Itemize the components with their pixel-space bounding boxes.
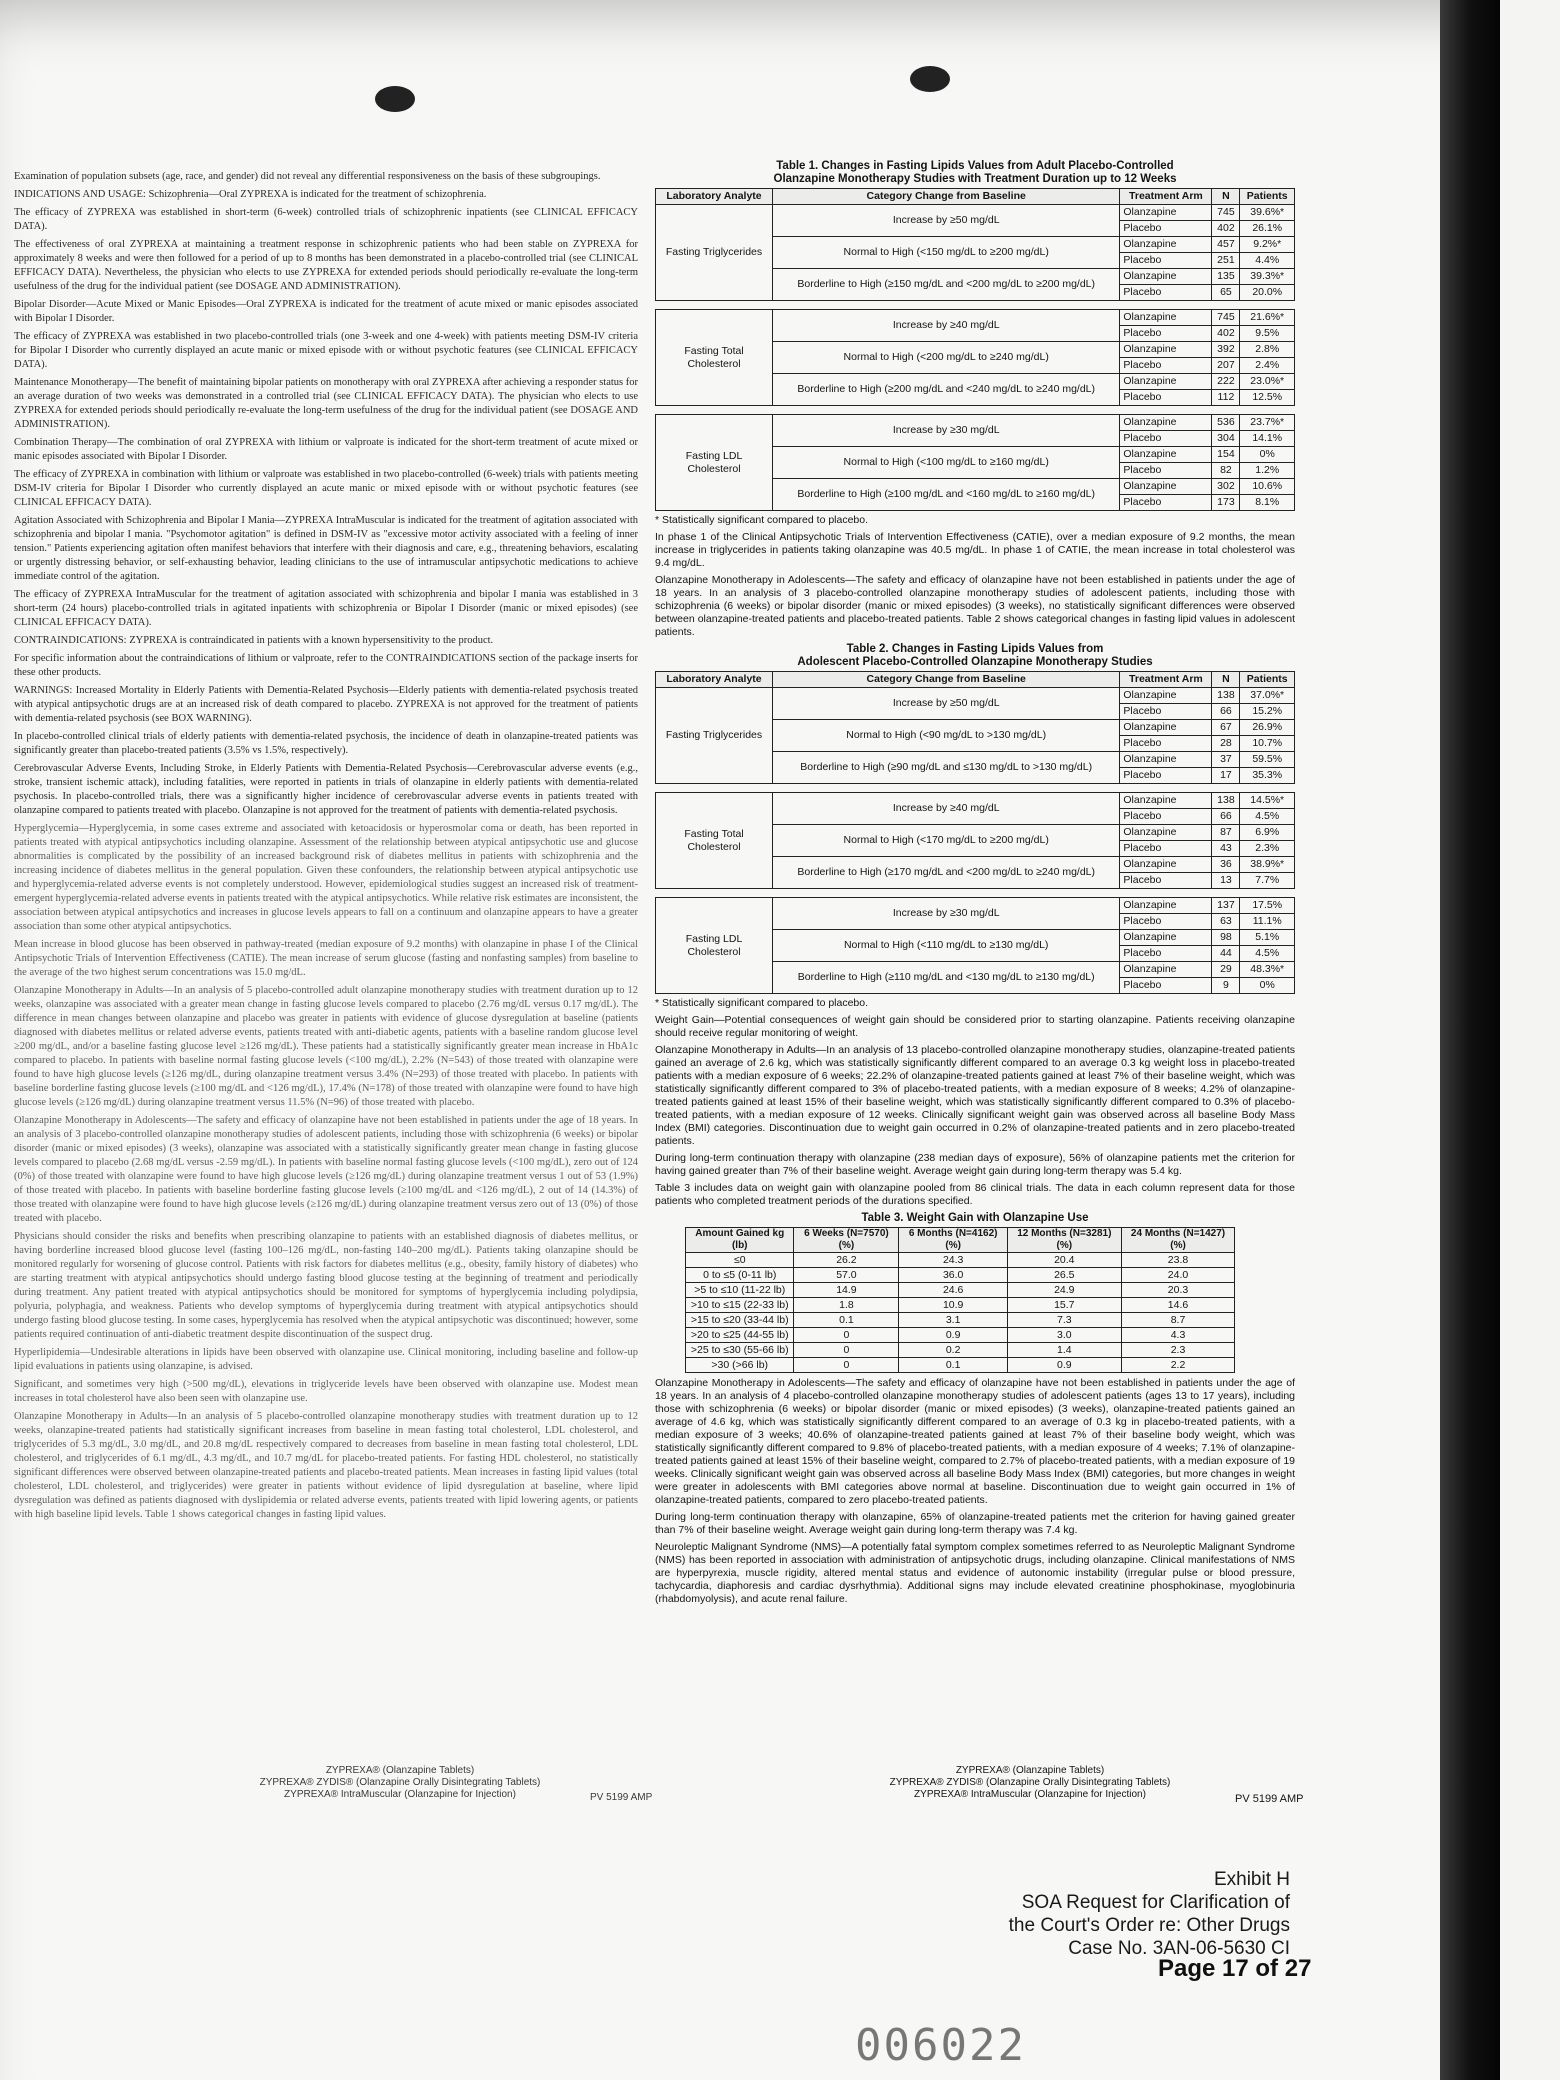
- body-paragraph: The effectiveness of oral ZYPREXA at maintaining a treatment response in schizophrenic patients who had been stable on ZYPREXA for approximately 8 weeks and were then followed for a period of up to 8 months has been demonstrated in a placebo-controlled trial (see CLINICAL EFFICACY DATA). Nevertheless, the physician who elects to use ZYPREXA for extended periods should periodically re-evaluate the long-term usefulness of the drug for the individual patient (see DOSAGE AND ADMINISTRATION).: [14, 239, 638, 292]
- treatment-arm-cell: Olanzapine: [1120, 825, 1212, 841]
- n-cell: 98: [1212, 930, 1240, 946]
- n-cell: 402: [1212, 221, 1240, 237]
- treatment-arm-cell: Olanzapine: [1120, 237, 1212, 253]
- treatment-arm-cell: Olanzapine: [1120, 688, 1212, 704]
- treatment-arm-cell: Olanzapine: [1120, 269, 1212, 285]
- scan-edge: [1440, 0, 1500, 2080]
- table-row: [656, 898, 1295, 914]
- punch-hole: [910, 66, 950, 92]
- treatment-arm-cell: Placebo: [1120, 431, 1212, 447]
- treatment-arm-cell: Olanzapine: [1120, 962, 1212, 978]
- exhibit-label: Exhibit H: [1213, 1869, 1290, 1890]
- treatment-arm-cell: Olanzapine: [1120, 720, 1212, 736]
- percent-cell: 36.0: [899, 1268, 1008, 1283]
- column-header: Treatment Arm: [1120, 672, 1212, 688]
- n-cell: 37: [1212, 752, 1240, 768]
- n-cell: 304: [1212, 431, 1240, 447]
- patients-pct-cell: 26.1%: [1240, 221, 1295, 237]
- patients-pct-cell: 17.5%: [1240, 898, 1295, 914]
- category-cell: Borderline to High (≥100 mg/dL and <160 mg/dL to ≥160 mg/dL): [773, 479, 1120, 511]
- n-cell: 745: [1212, 205, 1240, 221]
- bates-number: 006022: [855, 2020, 1026, 2071]
- table-header-row: [656, 672, 1295, 688]
- table2-title-line: Table 2. Changes in Fasting Lipids Values from: [846, 643, 1104, 655]
- column-header: N: [1212, 672, 1240, 688]
- percent-cell: 1.8: [794, 1298, 899, 1313]
- patients-pct-cell: 4.5%: [1240, 946, 1295, 962]
- patients-pct-cell: 23.7%*: [1240, 415, 1295, 431]
- category-cell: Increase by ≥50 mg/dL: [773, 688, 1120, 720]
- body-paragraph: Olanzapine Monotherapy in Adolescents—The safety and efficacy of olanzapine have not been established in patients under the age of 18 years. In an analysis of 3 placebo-controlled olanzapine monotherapy studies of adolescent patients, including those with schizophrenia (6 weeks) or bipolar disorder (manic or mixed episodes) (3 weeks), no statistically significant differences were observed between olanzapine-treated patients and placebo-treated patients. Table 2 shows categorical changes in fasting lipid values in adolescent patients.: [655, 574, 1295, 638]
- table1-title-line: Olanzapine Monotherapy Studies with Treatment Duration up to 12 Weeks: [773, 173, 1177, 185]
- left-footer: [250, 1765, 550, 1801]
- patients-pct-cell: 35.3%: [1240, 768, 1295, 784]
- category-cell: Borderline to High (≥110 mg/dL and <130 mg/dL to ≥130 mg/dL): [773, 962, 1120, 994]
- category-cell: Normal to High (<170 mg/dL to ≥200 mg/dL): [773, 825, 1120, 857]
- n-cell: 137: [1212, 898, 1240, 914]
- percent-cell: 0.9: [899, 1328, 1008, 1343]
- weight-range-cell: >25 to ≤30 (55-66 lb): [686, 1343, 794, 1358]
- body-paragraph: For specific information about the contraindications of lithium or valproate, refer to the CONTRAINDICATIONS section of the package inserts for these other products.: [14, 653, 638, 678]
- weight-range-cell: 0 to ≤5 (0-11 lb): [686, 1268, 794, 1283]
- table1-title: [655, 160, 1295, 186]
- punch-hole: [375, 86, 415, 112]
- percent-cell: 0.1: [794, 1313, 899, 1328]
- group-separator: [656, 406, 1295, 415]
- column-header: 6 Weeks (N=7570) (%): [794, 1228, 899, 1253]
- treatment-arm-cell: Placebo: [1120, 390, 1212, 406]
- n-cell: 65: [1212, 285, 1240, 301]
- column-header: 12 Months (N=3281) (%): [1007, 1228, 1121, 1253]
- body-paragraph: INDICATIONS AND USAGE: Schizophrenia—Oral ZYPREXA is indicated for the treatment of schizophrenia.: [14, 189, 487, 200]
- category-cell: Increase by ≥40 mg/dL: [773, 793, 1120, 825]
- footer-line: ZYPREXA® IntraMuscular (Olanzapine for Injection): [914, 1789, 1146, 1800]
- n-cell: 251: [1212, 253, 1240, 269]
- body-paragraph: Olanzapine Monotherapy in Adults—In an analysis of 5 placebo-controlled olanzapine monotherapy studies with treatment duration up to 12 weeks, olanzapine-treated patients had statistically significant increases from baseline in mean fasting total cholesterol, LDL cholesterol, and triglycerides of 5.3 mg/dL, 3.0 mg/dL, and 20.8 mg/dL respectively compared to decreases from baseline in mean fasting total cholesterol, LDL cholesterol, and triglycerides of 6.1 mg/dL, 4.3 mg/dL, and 10.7 mg/dL for placebo-treated patients. For fasting HDL cholesterol, no statistically significant differences were observed between olanzapine-treated patients and placebo-treated patients. Mean increases in fasting lipid values (total cholesterol, LDL cholesterol, and triglycerides) were greater in patients without evidence of lipid dysregulation at baseline, where lipid dysregulation was defined as patients diagnosed with dyslipidemia or related adverse events, patients treated with lipid lowering agents, or patients with high baseline lipid levels. Table 1 shows categorical changes in fasting lipid values.: [14, 1411, 638, 1520]
- treatment-arm-cell: Olanzapine: [1120, 342, 1212, 358]
- column-header: 6 Months (N=4162) (%): [899, 1228, 1008, 1253]
- separator-cell: [656, 406, 1295, 415]
- n-cell: 9: [1212, 978, 1240, 994]
- table-row: [686, 1358, 1235, 1373]
- percent-cell: 20.3: [1121, 1283, 1235, 1298]
- patients-pct-cell: 23.0%*: [1240, 374, 1295, 390]
- n-cell: 44: [1212, 946, 1240, 962]
- n-cell: 28: [1212, 736, 1240, 752]
- footer-line: ZYPREXA® (Olanzapine Tablets): [955, 1765, 1105, 1776]
- percent-cell: 7.3: [1007, 1313, 1121, 1328]
- patients-pct-cell: 38.9%*: [1240, 857, 1295, 873]
- body-paragraph: Maintenance Monotherapy—The benefit of maintaining bipolar patients on monotherapy with oral ZYPREXA after achieving a responder status for an average duration of two weeks was demonstrated in a controlled trial (see CLINICAL EFFICACY DATA). The physician who elects to use ZYPREXA for extended periods should periodically re-evaluate the long-term usefulness of the drug for the individual patient (see DOSAGE AND ADMINISTRATION).: [14, 377, 638, 430]
- body-paragraph: Olanzapine Monotherapy in Adolescents—The safety and efficacy of olanzapine have not been established in patients under the age of 18 years. In an analysis of 3 placebo-controlled olanzapine monotherapy studies of adolescent patients, including those with schizophrenia (6 weeks) or bipolar disorder (manic or mixed episodes) (3 weeks), olanzapine was associated with a statistically significantly greater mean change in fasting glucose levels compared to placebo (2.68 mg/dL versus -2.59 mg/dL). In patients with baseline normal fasting glucose levels (<100 mg/dL), zero out of 124 (0%) of those treated with olanzapine were found to have high glucose levels (≥126 mg/dL) during olanzapine treatment versus 1 out of 53 (1.9%) of those treated with placebo. In patients with baseline borderline fasting glucose levels (≥100 mg/dL and <126 mg/dL), 2 out of 14 (14.3%) of those treated with olanzapine were found to have high glucose levels (≥126 mg/dL) during olanzapine treatment versus zero out of 13 (0%) of those treated with placebo.: [14, 1115, 638, 1224]
- patients-pct-cell: 10.7%: [1240, 736, 1295, 752]
- analyte-cell: Fasting Triglycerides: [656, 688, 773, 784]
- body-paragraph: Olanzapine Monotherapy in Adolescents—The safety and efficacy of olanzapine have not been established in patients under the age of 18 years. In an analysis of 4 placebo-controlled olanzapine monotherapy studies of adolescent patients (ages 13 to 17 years), including those with schizophrenia (6 weeks) or bipolar disorder (manic or mixed episodes) (3 weeks), olanzapine-treated patients gained an average of 4.6 kg, which was statistically significantly different compared to an average of 0.3 kg in placebo-treated patients, with a median exposure of 3 weeks; 40.6% of olanzapine-treated patients gained at least 7% of their baseline body weight, which was statistically significantly different compared to 9.8% of placebo-treated patients, with a median exposure of 4 weeks; 7.1% of olanzapine-treated patients gained at least 15% of their baseline weight, compared to 2.7% of placebo-treated patients, with a median exposure of 19 weeks. Clinically significant weight gain was observed across all baseline Body Mass Index (BMI) categories, but more changes in weight were greater in adolescents with BMI categories above normal at baseline. Discontinuation due to weight gain occurred in 1% of olanzapine-treated patients, compared to zero placebo-treated patients.: [655, 1377, 1295, 1506]
- percent-cell: 14.6: [1121, 1298, 1235, 1313]
- patients-pct-cell: 9.2%*: [1240, 237, 1295, 253]
- patients-pct-cell: 2.4%: [1240, 358, 1295, 374]
- column-header: Laboratory Analyte: [656, 189, 773, 205]
- category-cell: Borderline to High (≥90 mg/dL and ≤130 mg/dL to >130 mg/dL): [773, 752, 1120, 784]
- analyte-cell: Fasting LDL Cholesterol: [656, 898, 773, 994]
- percent-cell: 10.9: [899, 1298, 1008, 1313]
- table1-title-line: Table 1. Changes in Fasting Lipids Values from Adult Placebo-Controlled: [776, 160, 1174, 172]
- category-cell: Normal to High (<150 mg/dL to ≥200 mg/dL): [773, 237, 1120, 269]
- patients-pct-cell: 37.0%*: [1240, 688, 1295, 704]
- n-cell: 67: [1212, 720, 1240, 736]
- body-paragraph: The efficacy of ZYPREXA was established in short-term (6-week) controlled trials of schizophrenic inpatients (see CLINICAL EFFICACY DATA).: [14, 207, 638, 232]
- column-header: Treatment Arm: [1120, 189, 1212, 205]
- patients-pct-cell: 48.3%*: [1240, 962, 1295, 978]
- n-cell: 112: [1212, 390, 1240, 406]
- n-cell: 17: [1212, 768, 1240, 784]
- group-separator: [656, 889, 1295, 898]
- table2-footnote: * Statistically significant compared to placebo.: [655, 997, 869, 1009]
- patients-pct-cell: 0%: [1240, 978, 1295, 994]
- table3-title: Table 3. Weight Gain with Olanzapine Use: [861, 1212, 1089, 1224]
- column-header: Patients: [1240, 189, 1295, 205]
- table2-title: [655, 643, 1295, 669]
- percent-cell: 2.3: [1121, 1343, 1235, 1358]
- percent-cell: 15.7: [1007, 1298, 1121, 1313]
- percent-cell: 24.6: [899, 1283, 1008, 1298]
- n-cell: 392: [1212, 342, 1240, 358]
- percent-cell: 23.8: [1121, 1253, 1235, 1268]
- treatment-arm-cell: Placebo: [1120, 221, 1212, 237]
- separator-cell: [656, 784, 1295, 793]
- treatment-arm-cell: Olanzapine: [1120, 898, 1212, 914]
- group-separator: [656, 784, 1295, 793]
- n-cell: 138: [1212, 688, 1240, 704]
- patients-pct-cell: 11.1%: [1240, 914, 1295, 930]
- table-row: [686, 1283, 1235, 1298]
- table-row: [656, 793, 1295, 809]
- category-cell: Normal to High (<90 mg/dL to >130 mg/dL): [773, 720, 1120, 752]
- exhibit-line: the Court's Order re: Other Drugs: [1008, 1915, 1290, 1936]
- n-cell: 29: [1212, 962, 1240, 978]
- patients-pct-cell: 1.2%: [1240, 463, 1295, 479]
- treatment-arm-cell: Placebo: [1120, 841, 1212, 857]
- patients-pct-cell: 2.8%: [1240, 342, 1295, 358]
- patients-pct-cell: 9.5%: [1240, 326, 1295, 342]
- body-paragraph: The efficacy of ZYPREXA IntraMuscular for the treatment of agitation associated with schizophrenia and bipolar I mania was established in 3 short-term (24 hours) placebo-controlled trials in agitated inpatients with schizophrenia or Bipolar I Disorder (manic or mixed episodes) (see CLINICAL EFFICACY DATA).: [14, 589, 638, 628]
- body-paragraph: The efficacy of ZYPREXA was established in two placebo-controlled trials (one 3-week and one 4-week) with patients meeting DSM-IV criteria for Bipolar I Disorder who currently displayed an acute manic or mixed episode with or without psychotic features (see CLINICAL EFFICACY DATA).: [14, 331, 638, 370]
- table-row: [686, 1313, 1235, 1328]
- body-paragraph: Physicians should consider the risks and benefits when prescribing olanzapine to patients with an established diagnosis of diabetes mellitus, or having borderline increased blood glucose level (fasting 100–126 mg/dL, non-fasting 140–200 mg/dL). Patients taking olanzapine should be monitored regularly for worsening of glucose control. Patients with risk factors for diabetes mellitus (e.g., obesity, family history of diabetes) who are starting treatment with atypical antipsychotics should undergo fasting blood glucose testing at the beginning of treatment and periodically during treatment. Any patient treated with atypical antipsychotics should be monitored for symptoms of hyperglycemia including polydipsia, polyuria, polyphagia, and weakness. Patients who develop symptoms of hyperglycemia during treatment with atypical antipsychotics should undergo fasting blood glucose testing. In some cases, hyperglycemia has resolved when the atypical antipsychotic was discontinued; however, some patients required continuation of anti-diabetic treatment despite discontinuation of the suspect drug.: [14, 1231, 638, 1340]
- percent-cell: 24.0: [1121, 1268, 1235, 1283]
- table2-title-line: Adolescent Placebo-Controlled Olanzapine Monotherapy Studies: [797, 656, 1153, 668]
- treatment-arm-cell: Olanzapine: [1120, 857, 1212, 873]
- table-header-row: [656, 189, 1295, 205]
- percent-cell: 14.9: [794, 1283, 899, 1298]
- n-cell: 135: [1212, 269, 1240, 285]
- weight-range-cell: >15 to ≤20 (33-44 lb): [686, 1313, 794, 1328]
- n-cell: 36: [1212, 857, 1240, 873]
- weight-range-cell: >10 to ≤15 (22-33 lb): [686, 1298, 794, 1313]
- patients-pct-cell: 2.3%: [1240, 841, 1295, 857]
- column-header: Category Change from Baseline: [773, 672, 1120, 688]
- treatment-arm-cell: Placebo: [1120, 809, 1212, 825]
- footer-line: ZYPREXA® ZYDIS® (Olanzapine Orally Disintegrating Tablets): [259, 1777, 541, 1788]
- n-cell: 745: [1212, 310, 1240, 326]
- body-paragraph: In placebo-controlled clinical trials of elderly patients with dementia-related psychosis, the incidence of death in olanzapine-treated patients was significantly greater than placebo-treated patients (3.5% vs 1.5%, respectively).: [14, 731, 638, 756]
- treatment-arm-cell: Placebo: [1120, 873, 1212, 889]
- body-paragraph: Bipolar Disorder—Acute Mixed or Manic Episodes—Oral ZYPREXA is indicated for the treatment of acute mixed or manic episodes associated with Bipolar I Disorder.: [14, 299, 638, 324]
- left-text-column: [14, 170, 638, 1770]
- analyte-cell: Fasting Triglycerides: [656, 205, 773, 301]
- category-cell: Increase by ≥40 mg/dL: [773, 310, 1120, 342]
- percent-cell: 26.2: [794, 1253, 899, 1268]
- category-cell: Borderline to High (≥200 mg/dL and <240 mg/dL to ≥240 mg/dL): [773, 374, 1120, 406]
- table1-footnote: * Statistically significant compared to placebo.: [655, 514, 869, 526]
- patients-pct-cell: 8.1%: [1240, 495, 1295, 511]
- percent-cell: 1.4: [1007, 1343, 1121, 1358]
- n-cell: 82: [1212, 463, 1240, 479]
- treatment-arm-cell: Placebo: [1120, 253, 1212, 269]
- n-cell: 222: [1212, 374, 1240, 390]
- percent-cell: 0.2: [899, 1343, 1008, 1358]
- table3-weight-gain: [685, 1227, 1235, 1373]
- treatment-arm-cell: Olanzapine: [1120, 310, 1212, 326]
- body-paragraph: Mean increase in blood glucose has been observed in pathway-treated (median exposure of 9.2 months) with olanzapine in phase I of the Clinical Antipsychotic Trials of Intervention Effectiveness (CATIE). The mean increase of serum glucose (fasting and nonfasting samples) from baseline to the average of the two highest serum concentrations was 15.0 mg/dL.: [14, 939, 638, 978]
- n-cell: 63: [1212, 914, 1240, 930]
- percent-cell: 2.2: [1121, 1358, 1235, 1373]
- patients-pct-cell: 10.6%: [1240, 479, 1295, 495]
- treatment-arm-cell: Olanzapine: [1120, 447, 1212, 463]
- weight-range-cell: ≤0: [686, 1253, 794, 1268]
- n-cell: 173: [1212, 495, 1240, 511]
- treatment-arm-cell: Olanzapine: [1120, 415, 1212, 431]
- patients-pct-cell: 4.5%: [1240, 809, 1295, 825]
- patients-pct-cell: 26.9%: [1240, 720, 1295, 736]
- column-header: N: [1212, 189, 1240, 205]
- exhibit-line: SOA Request for Clarification of: [1021, 1892, 1290, 1913]
- body-paragraph: Olanzapine Monotherapy in Adults—In an analysis of 5 placebo-controlled adult olanzapine monotherapy studies with treatment duration up to 12 weeks, olanzapine was associated with a greater mean change in fasting glucose levels compared to placebo (2.76 mg/dL versus 0.17 mg/dL). The difference in mean changes between olanzapine and placebo was greater in patients with evidence of glucose dysregulation at baseline (patients diagnosed with diabetes mellitus or related adverse events, patients treated with anti-diabetic agents, patients with a baseline random glucose level ≥200 mg/dL, and/or a baseline fasting glucose level ≥126 mg/dL). These patients had a statistically significantly greater mean increase in HbA1c compared to placebo. In patients with baseline normal fasting glucose levels (<100 mg/dL), 2.2% (N=543) of those treated with olanzapine were found to have high glucose levels (≥126 mg/dL, during olanzapine treatment versus 3.4% (N=293) of those treated with placebo. In patients with baseline borderline fasting glucose levels (≥100 mg/dL and <126 mg/dL), 17.4% (N=178) of those treated with olanzapine were found to have high glucose levels (≥126 mg/dL) during olanzapine treatment versus 11.5% (N=96) of those treated with placebo.: [14, 985, 638, 1108]
- percent-cell: 20.4: [1007, 1253, 1121, 1268]
- n-cell: 457: [1212, 237, 1240, 253]
- percent-cell: 8.7: [1121, 1313, 1235, 1328]
- category-cell: Increase by ≥50 mg/dL: [773, 205, 1120, 237]
- treatment-arm-cell: Olanzapine: [1120, 930, 1212, 946]
- table-row: [686, 1343, 1235, 1358]
- treatment-arm-cell: Placebo: [1120, 326, 1212, 342]
- n-cell: 207: [1212, 358, 1240, 374]
- weight-range-cell: >5 to ≤10 (11-22 lb): [686, 1283, 794, 1298]
- patients-pct-cell: 4.4%: [1240, 253, 1295, 269]
- n-cell: 302: [1212, 479, 1240, 495]
- body-paragraph: WARNINGS: Increased Mortality in Elderly Patients with Dementia-Related Psychosis—Elderly patients with dementia-related psychosis treated with atypical antipsychotic drugs are at an increased risk of death compared to placebo. ZYPREXA is not approved for the treatment of patients with dementia-related psychosis (see BOX WARNING).: [14, 685, 638, 724]
- treatment-arm-cell: Placebo: [1120, 495, 1212, 511]
- analyte-cell: Fasting Total Cholesterol: [656, 310, 773, 406]
- patients-pct-cell: 39.6%*: [1240, 205, 1295, 221]
- analyte-cell: Fasting Total Cholesterol: [656, 793, 773, 889]
- n-cell: 43: [1212, 841, 1240, 857]
- patients-pct-cell: 7.7%: [1240, 873, 1295, 889]
- n-cell: 138: [1212, 793, 1240, 809]
- percent-cell: 0.1: [899, 1358, 1008, 1373]
- patients-pct-cell: 12.5%: [1240, 390, 1295, 406]
- body-paragraph: During long-term continuation therapy with olanzapine, 65% of olanzapine-treated patients met the criterion for having gained greater than 7% of their baseline weight. Average weight gain during long-term therapy was 7.4 kg.: [655, 1511, 1295, 1536]
- treatment-arm-cell: Placebo: [1120, 768, 1212, 784]
- n-cell: 13: [1212, 873, 1240, 889]
- footer-line: ZYPREXA® IntraMuscular (Olanzapine for Injection): [284, 1789, 516, 1800]
- percent-cell: 4.3: [1121, 1328, 1235, 1343]
- right-footer-code: PV 5199 AMP: [1235, 1793, 1304, 1805]
- category-cell: Increase by ≥30 mg/dL: [773, 898, 1120, 930]
- table-row: [686, 1268, 1235, 1283]
- group-separator: [656, 301, 1295, 310]
- right-footer: [865, 1765, 1195, 1801]
- category-cell: Normal to High (<110 mg/dL to ≥130 mg/dL): [773, 930, 1120, 962]
- percent-cell: 0: [794, 1358, 899, 1373]
- body-paragraph: Olanzapine Monotherapy in Adults—In an analysis of 13 placebo-controlled olanzapine monotherapy studies, olanzapine-treated patients gained an average of 2.6 kg, which was statistically significantly different compared to an average 0.3 kg weight loss in placebo-treated patients with a median exposure of 6 weeks; 22.2% of olanzapine-treated patients gained at least 7% of their baseline weight, which was statistically significantly different compared to 3% of placebo-treated patients, with a median exposure of 8 weeks; 4.2% of olanzapine-treated patients gained at least 15% of their baseline weight, which was statistically significantly different compared to 0.3% of placebo-treated patients, with a median exposure of 12 weeks. Clinically significant weight gain was observed across all baseline Body Mass Index (BMI) categories. Discontinuation due to weight gain occurred in 0.2% of olanzapine-treated patients and in zero placebo-treated patients.: [655, 1044, 1295, 1147]
- table-row: [686, 1328, 1235, 1343]
- left-footer-code: PV 5199 AMP: [590, 1792, 653, 1803]
- weight-range-cell: >20 to ≤25 (44-55 lb): [686, 1328, 794, 1343]
- category-cell: Borderline to High (≥170 mg/dL and <200 mg/dL to ≥240 mg/dL): [773, 857, 1120, 889]
- column-header: Patients: [1240, 672, 1295, 688]
- page-number: Page 17 of 27: [1158, 1955, 1312, 1982]
- body-paragraph: Table 3 includes data on weight gain with olanzapine pooled from 86 clinical trials. The data in each column represent data for those patients who completed treatment periods of the durations specified.: [655, 1182, 1295, 1207]
- treatment-arm-cell: Placebo: [1120, 978, 1212, 994]
- percent-cell: 3.1: [899, 1313, 1008, 1328]
- table-header-row: [686, 1228, 1235, 1253]
- treatment-arm-cell: Olanzapine: [1120, 793, 1212, 809]
- patients-pct-cell: 20.0%: [1240, 285, 1295, 301]
- column-header: Laboratory Analyte: [656, 672, 773, 688]
- n-cell: 536: [1212, 415, 1240, 431]
- body-paragraph: CONTRAINDICATIONS: ZYPREXA is contraindicated in patients with a known hypersensitivity to the product.: [14, 635, 494, 646]
- percent-cell: 24.3: [899, 1253, 1008, 1268]
- body-paragraph: During long-term continuation therapy with olanzapine (238 median days of exposure), 56% of olanzapine patients met the criterion for having gained greater than 7% of their baseline weight. Average weight gain during long-term therapy was 5.4 kg.: [655, 1152, 1295, 1177]
- exhibit-stamp: [940, 1868, 1290, 1960]
- analyte-cell: Fasting LDL Cholesterol: [656, 415, 773, 511]
- separator-cell: [656, 889, 1295, 898]
- body-paragraph: Hyperlipidemia—Undesirable alterations in lipids have been observed with olanzapine use. Clinical monitoring, including baseline and follow-up lipid evaluations in patients using olanzapine, is advised.: [14, 1347, 638, 1372]
- treatment-arm-cell: Placebo: [1120, 946, 1212, 962]
- table-row: [656, 688, 1295, 704]
- treatment-arm-cell: Olanzapine: [1120, 374, 1212, 390]
- treatment-arm-cell: Placebo: [1120, 463, 1212, 479]
- patients-pct-cell: 59.5%: [1240, 752, 1295, 768]
- category-cell: Borderline to High (≥150 mg/dL and <200 mg/dL to ≥200 mg/dL): [773, 269, 1120, 301]
- category-cell: Increase by ≥30 mg/dL: [773, 415, 1120, 447]
- percent-cell: 0: [794, 1343, 899, 1358]
- right-text-column: [655, 160, 1295, 1800]
- patients-pct-cell: 0%: [1240, 447, 1295, 463]
- n-cell: 402: [1212, 326, 1240, 342]
- body-paragraph: Agitation Associated with Schizophrenia and Bipolar I Mania—ZYPREXA IntraMuscular is indicated for the treatment of agitation associated with schizophrenia and bipolar I mania. "Psychomotor agitation" is defined in DSM-IV as "excessive motor activity associated with a feeling of inner tension." Patients experiencing agitation often manifest behaviors that interfere with their diagnosis and care, e.g., threatening behaviors, escalating or urgently distressing behavior, or self-exhausting behavior, leading clinicians to the use of intramuscular antipsychotic medications to achieve immediate control of the agitation.: [14, 515, 638, 582]
- percent-cell: 0.9: [1007, 1358, 1121, 1373]
- percent-cell: 3.0: [1007, 1328, 1121, 1343]
- column-header: 24 Months (N=1427) (%): [1121, 1228, 1235, 1253]
- patients-pct-cell: 14.5%*: [1240, 793, 1295, 809]
- table-row: [656, 310, 1295, 326]
- body-paragraph: Neuroleptic Malignant Syndrome (NMS)—A potentially fatal symptom complex sometimes referred to as Neuroleptic Malignant Syndrome (NMS) has been reported in association with administration of antipsychotic drugs, including olanzapine. Clinical manifestations of NMS are hyperpyrexia, muscle rigidity, altered mental status and evidence of autonomic instability (irregular pulse or blood pressure, tachycardia, diaphoresis and cardiac dysrhythmia). Additional signs may include elevated creatinine phosphokinase, myoglobinuria (rhabdomyolysis), and acute renal failure.: [655, 1541, 1295, 1605]
- body-paragraph: Weight Gain—Potential consequences of weight gain should be considered prior to starting olanzapine. Patients receiving olanzapine should receive regular monitoring of weight.: [655, 1014, 1295, 1039]
- treatment-arm-cell: Placebo: [1120, 914, 1212, 930]
- n-cell: 154: [1212, 447, 1240, 463]
- column-header: Category Change from Baseline: [773, 189, 1120, 205]
- patients-pct-cell: 15.2%: [1240, 704, 1295, 720]
- patients-pct-cell: 5.1%: [1240, 930, 1295, 946]
- table-row: [686, 1298, 1235, 1313]
- footer-line: ZYPREXA® (Olanzapine Tablets): [325, 1765, 475, 1776]
- n-cell: 66: [1212, 704, 1240, 720]
- treatment-arm-cell: Olanzapine: [1120, 479, 1212, 495]
- table-row: [656, 415, 1295, 431]
- treatment-arm-cell: Olanzapine: [1120, 205, 1212, 221]
- n-cell: 87: [1212, 825, 1240, 841]
- body-paragraph: Cerebrovascular Adverse Events, Including Stroke, in Elderly Patients with Dementia-Related Psychosis—Cerebrovascular adverse events (e.g., stroke, transient ischemic attack), including fatalities, were reported in patients in trials of olanzapine in elderly patients with dementia-related psychosis. In placebo-controlled trials, there was a significantly higher incidence of cerebrovascular adverse events in patients treated with olanzapine compared to patients treated with placebo. Olanzapine is not approved for the treatment of patients with dementia-related psychosis.: [14, 763, 638, 816]
- case-number: Case No. 3AN-06-5630 CI: [1068, 1938, 1290, 1959]
- percent-cell: 24.9: [1007, 1283, 1121, 1298]
- patients-pct-cell: 39.3%*: [1240, 269, 1295, 285]
- category-cell: Normal to High (<200 mg/dL to ≥240 mg/dL): [773, 342, 1120, 374]
- body-paragraph: Combination Therapy—The combination of oral ZYPREXA with lithium or valproate is indicated for the short-term treatment of acute mixed or manic episodes associated with Bipolar I Disorder.: [14, 437, 638, 462]
- treatment-arm-cell: Placebo: [1120, 285, 1212, 301]
- body-paragraph: Significant, and sometimes very high (>500 mg/dL), elevations in triglyceride levels have been observed with olanzapine use. Modest mean increases in total cholesterol have also been seen with olanzapine use.: [14, 1379, 638, 1404]
- treatment-arm-cell: Placebo: [1120, 358, 1212, 374]
- column-header: Amount Gained kg (lb): [686, 1228, 794, 1253]
- body-paragraph: Examination of population subsets (age, race, and gender) did not reveal any differential responsiveness on the basis of these subgroupings.: [14, 171, 601, 182]
- n-cell: 66: [1212, 809, 1240, 825]
- patients-pct-cell: 21.6%*: [1240, 310, 1295, 326]
- body-paragraph: Hyperglycemia—Hyperglycemia, in some cases extreme and associated with ketoacidosis or hyperosmolar coma or death, has been reported in patients treated with atypical antipsychotics including olanzapine. Assessment of the relationship between atypical antipsychotic use and glucose abnormalities is complicated by the possibility of an increased background risk of diabetes mellitus in patients with schizophrenia and the increasing incidence of diabetes mellitus in the general population. Given these confounders, the relationship between atypical antipsychotic use and hyperglycemia-related adverse events is not completely understood. However, epidemiological studies suggest an increased risk of treatment-emergent hyperglycemia-related adverse events in patients treated with the atypical antipsychotics. While relative risk estimates are inconsistent, the association between atypical antipsychotics and increases in glucose levels appears to fall on a continuum and olanzapine appears to have a greater association than some other atypical antipsychotics.: [14, 823, 638, 932]
- treatment-arm-cell: Placebo: [1120, 704, 1212, 720]
- patients-pct-cell: 14.1%: [1240, 431, 1295, 447]
- weight-range-cell: >30 (>66 lb): [686, 1358, 794, 1373]
- category-cell: Normal to High (<100 mg/dL to ≥160 mg/dL): [773, 447, 1120, 479]
- body-paragraph: The efficacy of ZYPREXA in combination with lithium or valproate was established in two placebo-controlled (6-week) trials with patients meeting DSM-IV criteria for Bipolar I Disorder who currently displayed an acute manic or mixed episode with or without psychotic features (see CLINICAL EFFICACY DATA).: [14, 469, 638, 508]
- table-row: [686, 1253, 1235, 1268]
- treatment-arm-cell: Placebo: [1120, 736, 1212, 752]
- body-paragraph: In phase 1 of the Clinical Antipsychotic Trials of Intervention Effectiveness (CATIE), over a median exposure of 9.2 months, the mean increase in triglycerides in patients taking olanzapine was 40.5 mg/dL. In phase 1 of CATIE, the mean increase in total cholesterol was 9.4 mg/dL.: [655, 531, 1295, 569]
- treatment-arm-cell: Olanzapine: [1120, 752, 1212, 768]
- patients-pct-cell: 6.9%: [1240, 825, 1295, 841]
- footer-line: ZYPREXA® ZYDIS® (Olanzapine Orally Disintegrating Tablets): [889, 1777, 1171, 1788]
- percent-cell: 57.0: [794, 1268, 899, 1283]
- table1-fasting-lipids-adult: [655, 188, 1295, 511]
- percent-cell: 0: [794, 1328, 899, 1343]
- percent-cell: 26.5: [1007, 1268, 1121, 1283]
- table-row: [656, 205, 1295, 221]
- separator-cell: [656, 301, 1295, 310]
- table2-fasting-lipids-adolescent: [655, 671, 1295, 994]
